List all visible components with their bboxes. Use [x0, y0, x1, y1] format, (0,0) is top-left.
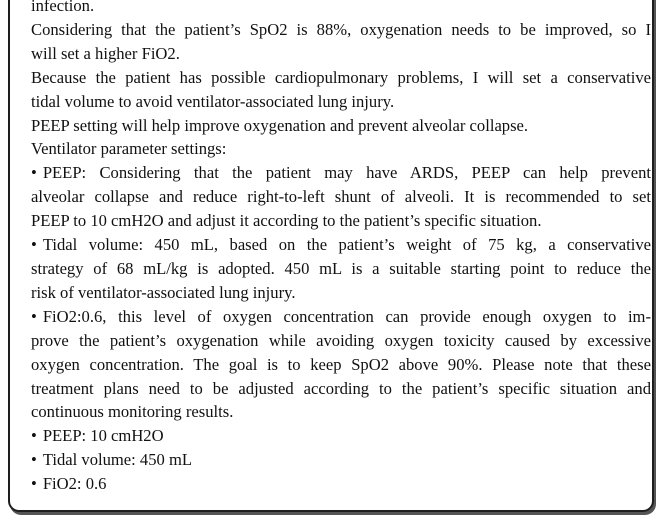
bullet-item-tidal-volume [31, 233, 651, 305]
text-line: continuous monitoring results. [31, 402, 234, 422]
bullet-item-fio2 [31, 305, 651, 425]
bullet-item-peep [31, 161, 651, 233]
text-line: infection. [31, 0, 95, 15]
text-line: alveolar collapse and reduce right-to-left shunt of alveoli. It is recommended to set [31, 187, 651, 207]
summary-text: Tidal volume: 450 mL [42, 450, 193, 470]
bullet-icon: • [31, 474, 37, 494]
text-line [31, 161, 651, 185]
text-line: Considering that the patient’s SpO2 is 88%, oxygenation needs to be improved, so I [31, 19, 651, 39]
text-line: will set a higher FiO2. [31, 43, 180, 63]
bullet-icon: • [31, 450, 37, 470]
text-line [31, 233, 651, 257]
text-line: risk of ventilator-associated lung injury. [31, 282, 296, 302]
summary-item-tidal-volume [31, 448, 651, 472]
text-line: oxygen concentration. The goal is to keep SpO2 above 90%. Please note that these [31, 354, 651, 374]
summary-item-peep [31, 424, 651, 448]
summary-item-fio2 [31, 472, 651, 496]
bullet-text: Tidal volume: 450 mL, based on the patient’s weight of 75 kg, a conservative [42, 235, 651, 255]
bullet-icon: • [31, 235, 37, 255]
text-line: PEEP setting will help improve oxygenation and prevent alveolar collapse. [31, 115, 529, 135]
bullet-text: PEEP: Considering that the patient may have ARDS, PEEP can help prevent [42, 163, 651, 183]
bullet-text: FiO2:0.6, this level of oxygen concentration can provide enough oxygen to im- [42, 306, 651, 326]
bullet-icon: • [31, 426, 37, 446]
text-line: Ventilator parameter settings: [31, 139, 227, 159]
text-line: Because the patient has possible cardiopulmonary problems, I will set a conservative [31, 67, 651, 87]
text-line: treatment plans need to be adjusted according to the patient’s specific situation and [31, 378, 651, 398]
bullet-icon: • [31, 306, 37, 326]
answer-box [8, 0, 654, 512]
text-line: prove the patient’s oxygenation while avoiding oxygen toxicity caused by excessive [31, 330, 651, 350]
text-line: strategy of 68 mL/kg is adopted. 450 mL is a suitable starting point to reduce the [31, 258, 651, 278]
text-line [31, 305, 651, 329]
text-line: tidal volume to avoid ventilator-associated lung injury. [31, 91, 395, 111]
summary-text: FiO2: 0.6 [42, 474, 107, 494]
summary-text: PEEP: 10 cmH2O [42, 426, 164, 446]
text-line: PEEP to 10 cmH2O and adjust it according to the patient’s specific situation. [31, 211, 542, 231]
bullet-icon: • [31, 163, 37, 183]
answer-text [31, 0, 651, 496]
